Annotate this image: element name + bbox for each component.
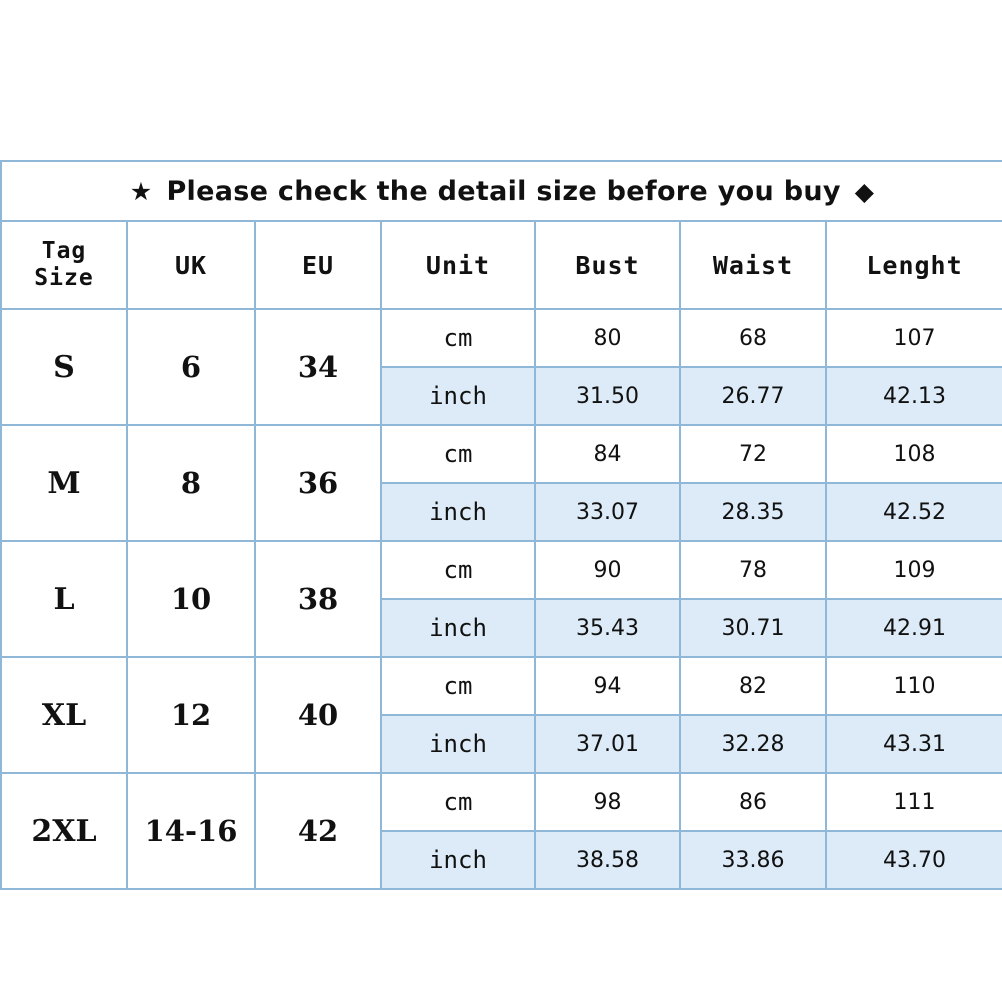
header-eu: EU <box>255 221 381 309</box>
cell-length-inch: 43.31 <box>826 715 1002 773</box>
cell-eu: 34 <box>255 309 381 425</box>
cell-waist-cm: 78 <box>680 541 826 599</box>
cell-waist-cm: 68 <box>680 309 826 367</box>
table-row <box>1 657 1002 715</box>
cell-length-inch: 42.52 <box>826 483 1002 541</box>
cell-eu: 42 <box>255 773 381 889</box>
table-row <box>1 425 1002 483</box>
cell-uk: 10 <box>127 541 255 657</box>
cell-tag-size: M <box>1 425 127 541</box>
header-waist: Waist <box>680 221 826 309</box>
cell-length-inch: 42.13 <box>826 367 1002 425</box>
cell-unit-inch: inch <box>381 483 535 541</box>
table-banner-row <box>1 161 1002 221</box>
cell-tag-size: XL <box>1 657 127 773</box>
header-tag-size-line2: Size <box>34 265 94 291</box>
cell-length-cm: 107 <box>826 309 1002 367</box>
cell-bust-cm: 80 <box>535 309 680 367</box>
cell-bust-cm: 90 <box>535 541 680 599</box>
cell-bust-inch: 33.07 <box>535 483 680 541</box>
cell-uk: 8 <box>127 425 255 541</box>
cell-unit-cm: cm <box>381 773 535 831</box>
cell-uk: 12 <box>127 657 255 773</box>
cell-bust-inch: 31.50 <box>535 367 680 425</box>
header-unit: Unit <box>381 221 535 309</box>
header-uk: UK <box>127 221 255 309</box>
cell-waist-inch: 28.35 <box>680 483 826 541</box>
cell-unit-cm: cm <box>381 309 535 367</box>
cell-waist-cm: 72 <box>680 425 826 483</box>
cell-waist-inch: 32.28 <box>680 715 826 773</box>
cell-waist-cm: 86 <box>680 773 826 831</box>
table-header-row <box>1 221 1002 309</box>
header-tag-size-line1: Tag <box>41 237 87 264</box>
cell-tag-size: S <box>1 309 127 425</box>
cell-waist-cm: 82 <box>680 657 826 715</box>
cell-bust-cm: 98 <box>535 773 680 831</box>
cell-tag-size: L <box>1 541 127 657</box>
cell-length-inch: 43.70 <box>826 831 1002 889</box>
header-bust: Bust <box>535 221 680 309</box>
cell-length-cm: 108 <box>826 425 1002 483</box>
cell-waist-inch: 33.86 <box>680 831 826 889</box>
cell-waist-inch: 26.77 <box>680 367 826 425</box>
cell-bust-cm: 94 <box>535 657 680 715</box>
header-tag-size <box>1 221 127 309</box>
cell-eu: 40 <box>255 657 381 773</box>
cell-unit-inch: inch <box>381 367 535 425</box>
cell-unit-inch: inch <box>381 715 535 773</box>
cell-unit-inch: inch <box>381 599 535 657</box>
cell-bust-inch: 37.01 <box>535 715 680 773</box>
cell-length-inch: 42.91 <box>826 599 1002 657</box>
cell-unit-inch: inch <box>381 831 535 889</box>
cell-uk: 14-16 <box>127 773 255 889</box>
table-row <box>1 773 1002 831</box>
cell-bust-inch: 38.58 <box>535 831 680 889</box>
banner-text: Please check the detail size before you buy <box>166 175 841 207</box>
cell-bust-cm: 84 <box>535 425 680 483</box>
cell-length-cm: 109 <box>826 541 1002 599</box>
diamond-icon: ◆ <box>854 176 875 206</box>
size-chart-table <box>0 160 1002 890</box>
table-row <box>1 309 1002 367</box>
cell-bust-inch: 35.43 <box>535 599 680 657</box>
cell-length-cm: 110 <box>826 657 1002 715</box>
size-chart-container <box>0 160 1002 890</box>
banner-cell <box>1 161 1002 221</box>
cell-eu: 38 <box>255 541 381 657</box>
cell-uk: 6 <box>127 309 255 425</box>
table-row <box>1 541 1002 599</box>
cell-tag-size: 2XL <box>1 773 127 889</box>
cell-unit-cm: cm <box>381 541 535 599</box>
header-length: Lenght <box>826 221 1002 309</box>
cell-eu: 36 <box>255 425 381 541</box>
cell-length-cm: 111 <box>826 773 1002 831</box>
cell-waist-inch: 30.71 <box>680 599 826 657</box>
cell-unit-cm: cm <box>381 425 535 483</box>
cell-unit-cm: cm <box>381 657 535 715</box>
star-icon: ★ <box>129 176 153 206</box>
